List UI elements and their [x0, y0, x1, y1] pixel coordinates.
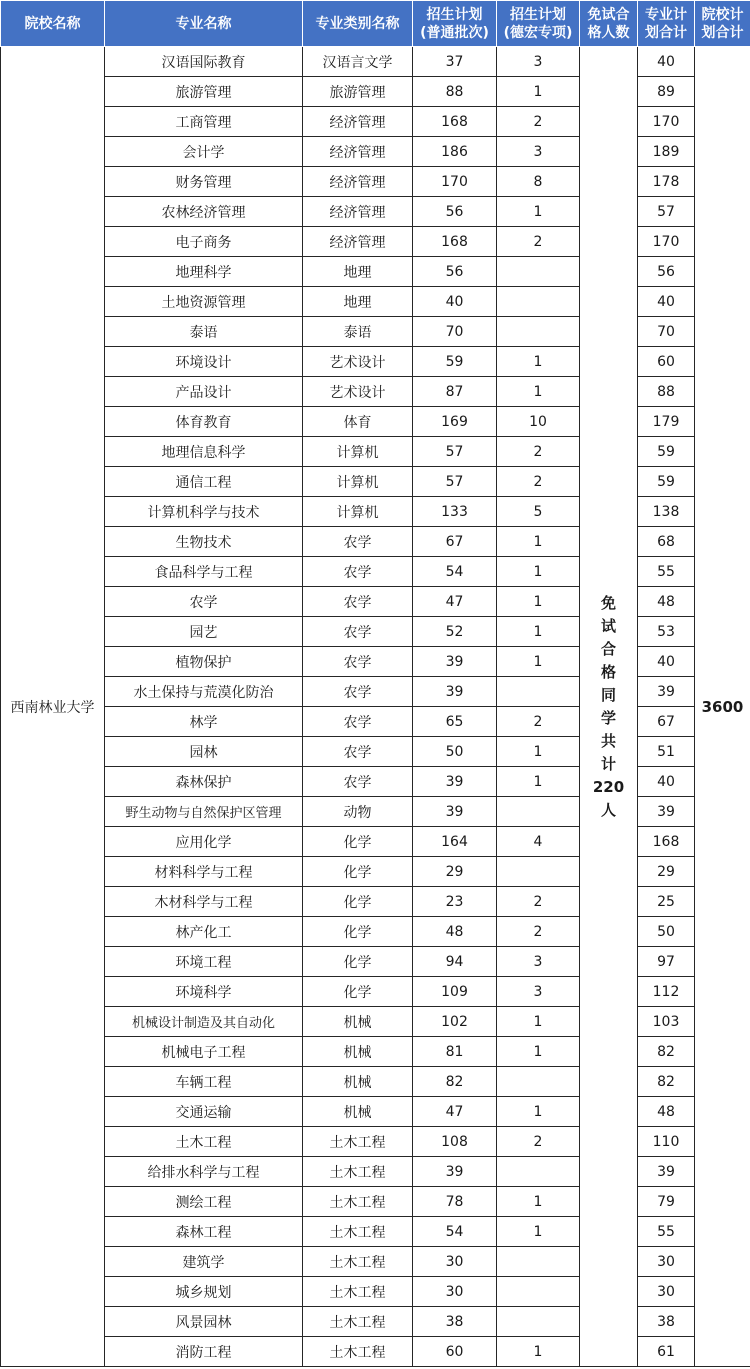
table-row — [1, 107, 750, 137]
table-body — [1, 47, 750, 1367]
general-plan-cell: 37 — [413, 47, 497, 77]
category-name-cell: 土木工程 — [303, 1217, 413, 1247]
general-plan-cell: 52 — [413, 617, 497, 647]
dehong-plan-cell: 3 — [497, 977, 580, 1007]
dehong-plan-cell: 2 — [497, 917, 580, 947]
dehong-plan-cell: 2 — [497, 107, 580, 137]
table-row — [1, 887, 750, 917]
category-name-cell: 经济管理 — [303, 227, 413, 257]
general-plan-cell: 70 — [413, 317, 497, 347]
exempt-text-char: 合 — [600, 639, 616, 658]
major-total-cell: 82 — [638, 1037, 695, 1067]
dehong-plan-cell: 1 — [497, 737, 580, 767]
table-row — [1, 707, 750, 737]
header-row — [1, 1, 750, 47]
general-plan-cell: 94 — [413, 947, 497, 977]
category-name-cell: 土木工程 — [303, 1127, 413, 1157]
category-name-cell: 机械 — [303, 1007, 413, 1037]
major-name-cell: 植物保护 — [105, 647, 303, 677]
dehong-plan-cell: 1 — [497, 1217, 580, 1247]
general-plan-cell: 30 — [413, 1247, 497, 1277]
major-name-cell: 机械设计制造及其自动化 — [105, 1007, 303, 1037]
major-name-cell: 建筑学 — [105, 1247, 303, 1277]
category-name-cell: 化学 — [303, 887, 413, 917]
category-name-cell: 化学 — [303, 827, 413, 857]
major-total-cell: 55 — [638, 1217, 695, 1247]
general-plan-cell: 60 — [413, 1337, 497, 1367]
dehong-plan-cell: 1 — [497, 197, 580, 227]
dehong-plan-cell: 1 — [497, 1187, 580, 1217]
dehong-plan-cell: 10 — [497, 407, 580, 437]
dehong-plan-cell — [497, 677, 580, 707]
general-plan-cell: 164 — [413, 827, 497, 857]
exempt-text-char: 同 — [600, 685, 616, 704]
major-name-cell: 园艺 — [105, 617, 303, 647]
exempt-text-char: 试 — [600, 616, 616, 635]
dehong-plan-cell — [497, 1157, 580, 1187]
major-total-cell: 61 — [638, 1337, 695, 1367]
dehong-plan-cell: 8 — [497, 167, 580, 197]
general-plan-cell: 47 — [413, 587, 497, 617]
major-total-cell: 178 — [638, 167, 695, 197]
major-name-cell: 计算机科学与技术 — [105, 497, 303, 527]
table-row — [1, 1337, 750, 1367]
table-row — [1, 917, 750, 947]
category-name-cell: 艺术设计 — [303, 377, 413, 407]
dehong-plan-cell — [497, 1067, 580, 1097]
general-plan-cell: 39 — [413, 767, 497, 797]
table-row — [1, 1037, 750, 1067]
category-name-cell: 农学 — [303, 557, 413, 587]
category-name-cell: 体育 — [303, 407, 413, 437]
major-name-cell: 汉语国际教育 — [105, 47, 303, 77]
school-name-cell: 西南林业大学 — [1, 47, 105, 1367]
major-name-cell: 财务管理 — [105, 167, 303, 197]
major-total-cell: 29 — [638, 857, 695, 887]
general-plan-cell: 108 — [413, 1127, 497, 1157]
general-plan-cell: 29 — [413, 857, 497, 887]
dehong-plan-cell — [497, 1247, 580, 1277]
dehong-plan-cell: 2 — [497, 227, 580, 257]
general-plan-cell: 186 — [413, 137, 497, 167]
major-total-cell: 79 — [638, 1187, 695, 1217]
exempt-text-char: 220 — [592, 777, 625, 796]
category-name-cell: 计算机 — [303, 467, 413, 497]
major-total-cell: 88 — [638, 377, 695, 407]
category-name-cell: 农学 — [303, 737, 413, 767]
table-row — [1, 407, 750, 437]
dehong-plan-cell — [497, 797, 580, 827]
major-name-cell: 城乡规划 — [105, 1277, 303, 1307]
category-name-cell: 泰语 — [303, 317, 413, 347]
category-name-cell: 化学 — [303, 947, 413, 977]
table-row — [1, 737, 750, 767]
major-name-cell: 地理信息科学 — [105, 437, 303, 467]
general-plan-cell: 56 — [413, 257, 497, 287]
major-total-cell: 38 — [638, 1307, 695, 1337]
dehong-plan-cell: 1 — [497, 767, 580, 797]
major-total-cell: 89 — [638, 77, 695, 107]
general-plan-cell: 39 — [413, 1157, 497, 1187]
major-total-cell: 97 — [638, 947, 695, 977]
general-plan-cell: 81 — [413, 1037, 497, 1067]
category-name-cell: 农学 — [303, 587, 413, 617]
major-total-cell: 82 — [638, 1067, 695, 1097]
major-name-cell: 给排水科学与工程 — [105, 1157, 303, 1187]
category-name-cell: 旅游管理 — [303, 77, 413, 107]
exempt-text-char: 格 — [600, 662, 616, 681]
table-row — [1, 1007, 750, 1037]
table-row — [1, 1187, 750, 1217]
header-major-total: 专业计 划合计 — [638, 1, 695, 47]
general-plan-cell: 39 — [413, 677, 497, 707]
dehong-plan-cell: 2 — [497, 1127, 580, 1157]
category-name-cell: 土木工程 — [303, 1157, 413, 1187]
major-name-cell: 水土保持与荒漠化防治 — [105, 677, 303, 707]
dehong-plan-cell: 1 — [497, 617, 580, 647]
dehong-plan-cell — [497, 1277, 580, 1307]
table-row — [1, 677, 750, 707]
category-name-cell: 地理 — [303, 287, 413, 317]
category-name-cell: 经济管理 — [303, 167, 413, 197]
major-name-cell: 产品设计 — [105, 377, 303, 407]
table-row — [1, 617, 750, 647]
major-total-cell: 39 — [638, 677, 695, 707]
major-name-cell: 车辆工程 — [105, 1067, 303, 1097]
major-total-cell: 168 — [638, 827, 695, 857]
general-plan-cell: 78 — [413, 1187, 497, 1217]
table-row — [1, 527, 750, 557]
table-row — [1, 1217, 750, 1247]
major-name-cell: 应用化学 — [105, 827, 303, 857]
major-total-cell: 170 — [638, 107, 695, 137]
table-row — [1, 1067, 750, 1097]
major-total-cell: 39 — [638, 1157, 695, 1187]
dehong-plan-cell: 1 — [497, 1337, 580, 1367]
major-name-cell: 体育教育 — [105, 407, 303, 437]
header-general-plan: 招生计划 (普通批次) — [413, 1, 497, 47]
major-name-cell: 农林经济管理 — [105, 197, 303, 227]
category-name-cell: 经济管理 — [303, 107, 413, 137]
major-total-cell: 39 — [638, 797, 695, 827]
dehong-plan-cell: 1 — [497, 1007, 580, 1037]
dehong-plan-cell: 1 — [497, 557, 580, 587]
table-row — [1, 77, 750, 107]
major-name-cell: 食品科学与工程 — [105, 557, 303, 587]
table-row — [1, 497, 750, 527]
table-row — [1, 977, 750, 1007]
dehong-plan-cell: 1 — [497, 527, 580, 557]
major-total-cell: 40 — [638, 287, 695, 317]
table-row — [1, 467, 750, 497]
table-row — [1, 767, 750, 797]
header-exempt-count: 免试合 格人数 — [580, 1, 638, 47]
major-name-cell: 测绘工程 — [105, 1187, 303, 1217]
dehong-plan-cell — [497, 317, 580, 347]
dehong-plan-cell: 2 — [497, 437, 580, 467]
table-row — [1, 1097, 750, 1127]
table-row — [1, 227, 750, 257]
major-total-cell: 179 — [638, 407, 695, 437]
table-row — [1, 1247, 750, 1277]
major-name-cell: 电子商务 — [105, 227, 303, 257]
category-name-cell: 机械 — [303, 1067, 413, 1097]
table-row — [1, 197, 750, 227]
table-row — [1, 1157, 750, 1187]
category-name-cell: 经济管理 — [303, 137, 413, 167]
major-name-cell: 土木工程 — [105, 1127, 303, 1157]
category-name-cell: 计算机 — [303, 497, 413, 527]
major-name-cell: 交通运输 — [105, 1097, 303, 1127]
major-name-cell: 林学 — [105, 707, 303, 737]
category-name-cell: 计算机 — [303, 437, 413, 467]
major-total-cell: 59 — [638, 467, 695, 497]
header-school-total: 院校计 划合计 — [695, 1, 750, 47]
category-name-cell: 化学 — [303, 857, 413, 887]
major-name-cell: 通信工程 — [105, 467, 303, 497]
general-plan-cell: 39 — [413, 797, 497, 827]
dehong-plan-cell — [497, 1307, 580, 1337]
category-name-cell: 化学 — [303, 977, 413, 1007]
category-name-cell: 土木工程 — [303, 1187, 413, 1217]
general-plan-cell: 67 — [413, 527, 497, 557]
major-total-cell: 48 — [638, 587, 695, 617]
header-dehong-plan: 招生计划 (德宏专项) — [497, 1, 580, 47]
table-row — [1, 437, 750, 467]
major-total-cell: 30 — [638, 1277, 695, 1307]
header-school-name: 院校名称 — [1, 1, 105, 47]
category-name-cell: 土木工程 — [303, 1247, 413, 1277]
general-plan-cell: 23 — [413, 887, 497, 917]
major-total-cell: 55 — [638, 557, 695, 587]
category-name-cell: 土木工程 — [303, 1277, 413, 1307]
general-plan-cell: 30 — [413, 1277, 497, 1307]
category-name-cell: 土木工程 — [303, 1307, 413, 1337]
dehong-plan-cell — [497, 287, 580, 317]
dehong-plan-cell: 2 — [497, 887, 580, 917]
major-name-cell: 土地资源管理 — [105, 287, 303, 317]
table-row — [1, 257, 750, 287]
major-name-cell: 森林工程 — [105, 1217, 303, 1247]
category-name-cell: 农学 — [303, 707, 413, 737]
major-total-cell: 189 — [638, 137, 695, 167]
major-name-cell: 生物技术 — [105, 527, 303, 557]
exempt-text-char: 计 — [600, 754, 616, 773]
major-total-cell: 59 — [638, 437, 695, 467]
major-name-cell: 环境工程 — [105, 947, 303, 977]
general-plan-cell: 109 — [413, 977, 497, 1007]
dehong-plan-cell: 1 — [497, 77, 580, 107]
major-total-cell: 138 — [638, 497, 695, 527]
exempt-count-cell — [580, 47, 638, 1367]
table-row — [1, 317, 750, 347]
major-name-cell: 机械电子工程 — [105, 1037, 303, 1067]
major-total-cell: 67 — [638, 707, 695, 737]
major-total-cell: 50 — [638, 917, 695, 947]
category-name-cell: 机械 — [303, 1037, 413, 1067]
general-plan-cell: 88 — [413, 77, 497, 107]
general-plan-cell: 57 — [413, 467, 497, 497]
major-name-cell: 森林保护 — [105, 767, 303, 797]
major-total-cell: 57 — [638, 197, 695, 227]
table-row — [1, 287, 750, 317]
general-plan-cell: 54 — [413, 1217, 497, 1247]
general-plan-cell: 39 — [413, 647, 497, 677]
dehong-plan-cell: 1 — [497, 647, 580, 677]
category-name-cell: 土木工程 — [303, 1337, 413, 1367]
major-name-cell: 林产化工 — [105, 917, 303, 947]
table-row — [1, 167, 750, 197]
category-name-cell: 机械 — [303, 1097, 413, 1127]
major-name-cell: 会计学 — [105, 137, 303, 167]
table-row — [1, 47, 750, 77]
table-row — [1, 1277, 750, 1307]
header-category-name: 专业类别名称 — [303, 1, 413, 47]
category-name-cell: 农学 — [303, 647, 413, 677]
table-row — [1, 1307, 750, 1337]
exempt-text-char: 免 — [600, 593, 616, 612]
major-total-cell: 40 — [638, 767, 695, 797]
table-row — [1, 947, 750, 977]
table-row — [1, 1127, 750, 1157]
dehong-plan-cell — [497, 257, 580, 287]
major-name-cell: 材料科学与工程 — [105, 857, 303, 887]
category-name-cell: 汉语言文学 — [303, 47, 413, 77]
table-row — [1, 647, 750, 677]
table-row — [1, 347, 750, 377]
dehong-plan-cell: 3 — [497, 947, 580, 977]
category-name-cell: 农学 — [303, 767, 413, 797]
major-total-cell: 30 — [638, 1247, 695, 1277]
major-total-cell: 48 — [638, 1097, 695, 1127]
table-row — [1, 797, 750, 827]
general-plan-cell: 87 — [413, 377, 497, 407]
general-plan-cell: 47 — [413, 1097, 497, 1127]
major-name-cell: 环境设计 — [105, 347, 303, 377]
dehong-plan-cell: 4 — [497, 827, 580, 857]
general-plan-cell: 48 — [413, 917, 497, 947]
category-name-cell: 农学 — [303, 677, 413, 707]
table-row — [1, 377, 750, 407]
dehong-plan-cell: 3 — [497, 47, 580, 77]
major-total-cell: 56 — [638, 257, 695, 287]
major-total-cell: 40 — [638, 47, 695, 77]
dehong-plan-cell: 1 — [497, 587, 580, 617]
major-name-cell: 农学 — [105, 587, 303, 617]
major-name-cell: 旅游管理 — [105, 77, 303, 107]
general-plan-cell: 169 — [413, 407, 497, 437]
major-total-cell: 25 — [638, 887, 695, 917]
general-plan-cell: 38 — [413, 1307, 497, 1337]
dehong-plan-cell: 2 — [497, 467, 580, 497]
general-plan-cell: 170 — [413, 167, 497, 197]
general-plan-cell: 102 — [413, 1007, 497, 1037]
dehong-plan-cell: 1 — [497, 377, 580, 407]
category-name-cell: 艺术设计 — [303, 347, 413, 377]
general-plan-cell: 50 — [413, 737, 497, 767]
table-row — [1, 857, 750, 887]
major-total-cell: 103 — [638, 1007, 695, 1037]
category-name-cell: 化学 — [303, 917, 413, 947]
general-plan-cell: 168 — [413, 227, 497, 257]
exempt-text-char: 人 — [600, 800, 616, 819]
dehong-plan-cell: 3 — [497, 137, 580, 167]
dehong-plan-cell: 1 — [497, 1037, 580, 1067]
major-name-cell: 工商管理 — [105, 107, 303, 137]
general-plan-cell: 59 — [413, 347, 497, 377]
major-name-cell: 园林 — [105, 737, 303, 767]
dehong-plan-cell: 1 — [497, 1097, 580, 1127]
general-plan-cell: 133 — [413, 497, 497, 527]
major-total-cell: 68 — [638, 527, 695, 557]
school-total-cell: 3600 — [695, 47, 750, 1367]
category-name-cell: 经济管理 — [303, 197, 413, 227]
major-name-cell: 风景园林 — [105, 1307, 303, 1337]
general-plan-cell: 40 — [413, 287, 497, 317]
dehong-plan-cell: 2 — [497, 707, 580, 737]
category-name-cell: 动物 — [303, 797, 413, 827]
exempt-text-char: 学 — [600, 708, 616, 727]
general-plan-cell: 65 — [413, 707, 497, 737]
major-total-cell: 110 — [638, 1127, 695, 1157]
exempt-text-char: 共 — [600, 731, 616, 750]
major-total-cell: 53 — [638, 617, 695, 647]
dehong-plan-cell: 1 — [497, 347, 580, 377]
major-name-cell: 泰语 — [105, 317, 303, 347]
table-row — [1, 137, 750, 167]
table-row — [1, 827, 750, 857]
general-plan-cell: 56 — [413, 197, 497, 227]
category-name-cell: 地理 — [303, 257, 413, 287]
major-name-cell: 消防工程 — [105, 1337, 303, 1367]
major-name-cell: 木材科学与工程 — [105, 887, 303, 917]
general-plan-cell: 168 — [413, 107, 497, 137]
major-total-cell: 51 — [638, 737, 695, 767]
major-total-cell: 112 — [638, 977, 695, 1007]
general-plan-cell: 54 — [413, 557, 497, 587]
general-plan-cell: 82 — [413, 1067, 497, 1097]
major-name-cell: 野生动物与自然保护区管理 — [105, 797, 303, 827]
major-total-cell: 70 — [638, 317, 695, 347]
major-total-cell: 170 — [638, 227, 695, 257]
table-row — [1, 557, 750, 587]
major-name-cell: 环境科学 — [105, 977, 303, 1007]
dehong-plan-cell: 5 — [497, 497, 580, 527]
category-name-cell: 农学 — [303, 617, 413, 647]
dehong-plan-cell — [497, 857, 580, 887]
major-total-cell: 60 — [638, 347, 695, 377]
major-name-cell: 地理科学 — [105, 257, 303, 287]
table-row — [1, 587, 750, 617]
category-name-cell: 农学 — [303, 527, 413, 557]
major-total-cell: 40 — [638, 647, 695, 677]
header-major-name: 专业名称 — [105, 1, 303, 47]
general-plan-cell: 57 — [413, 437, 497, 467]
